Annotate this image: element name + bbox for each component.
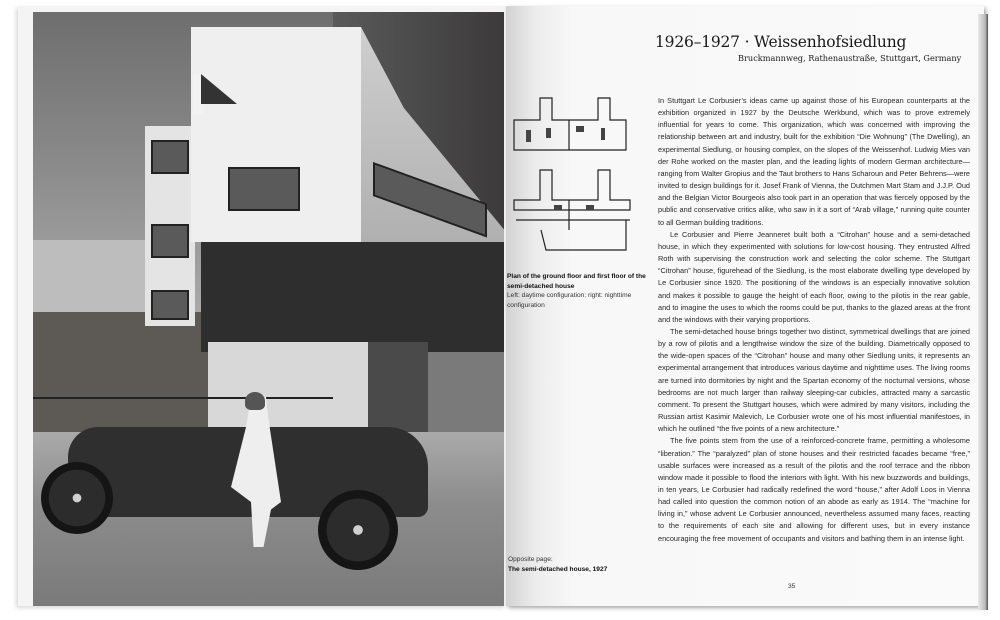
page-number: 35 — [788, 583, 796, 590]
opposite-page-caption — [508, 555, 648, 574]
car-front-wheel — [41, 462, 113, 534]
railing — [33, 397, 333, 399]
page-title — [655, 33, 906, 51]
location-subtitle: Bruckmannweg, Rathenaustraße, Stuttgart, Germany — [738, 53, 962, 63]
body-text — [658, 95, 970, 545]
base-wall — [208, 342, 368, 432]
opposite-label: Opposite page: — [508, 556, 553, 563]
semi-detached-house-photo — [33, 12, 504, 606]
window — [151, 140, 189, 174]
page-edge — [978, 14, 988, 610]
plan-caption-title: Plan of the ground floor and first floor of the semi-detached house — [507, 273, 646, 290]
base-wall-shadow — [368, 342, 428, 432]
car-rear-wheel — [318, 490, 398, 570]
title-years: 1926–1927 — [655, 33, 740, 51]
left-page — [18, 6, 506, 606]
cloche-hat — [245, 392, 265, 410]
floor-plan-drawing — [506, 90, 638, 255]
background-building — [33, 240, 148, 320]
paragraph: The semi-detached house brings together two distinct, symmetrical dwellings that are joined by a row of pilotis and a lengthwise window the size of the building. Diametrically opposed to the wide-open spaces of the “Citrohan” house and many other Siedlung units, it represents an experimental arrangement that introduces various daytime and nighttime uses. The living rooms are turned into dormitories by night and the Spartan economy of the nocturnal versions, whose bedrooms are not much larger than railway sleeping-car cubicles, attracted many a sarcastic comment. To present the Stuttgart houses, which were admired by many visitors, including the Russian artist Kasimir Malevich, Le Corbusier wrote one of his most influential manifestoes, in which he outlined “the five points of a new architecture.” — [658, 326, 970, 434]
paragraph: Le Corbusier and Pierre Jeanneret built both a “Citrohan” house and a semi-detached house, in which they experimented with solutions for low-cost housing. They entrusted Alfred Roth with supervising the construction work and selecting the color scheme. The Stuttgart “Citrohan” house, figurehead of the Siedlung, is the most elaborate dwelling type developed by Le Corbusier since 1920. The positioning of the windows is an especially innovative solution and makes it possible to gauge the height of each floor, owing to the pilotis in the rear gable, and to imagine the uses to which the rooms could be put, thanks to the glazed areas at the front and the windows with their varying proportions. — [658, 229, 970, 324]
paragraph: In Stuttgart Le Corbusier’s ideas came up against those of his European counterparts at the exhibition organized in 1927 by the Deutsche Werkbund, which was to prove extremely influential for years to come. This organization, which was concerned with improving the relationship between art and industry, built for the exhibition “Die Wohnung” (The Dwelling), an experimental Siedlung, or housing complex, on the slopes of the Weissenhof. Ludwig Mies van der Rohe worked on the master plan, and the leading lights of modern German architecture—ranging from Walter Gropius and the Taut brothers to Hans Scharoun and Peter Behrens—were invited to design buildings for it. Josef Frank of Vienna, the Dutchmen Mart Stam and J.J.P. Oud and the Belgian Victor Bourgeois also took part in an operation that was fiercely opposed by the public and conservative critics alike, who saw in it a sort of “Arab village,” running quite counter to all German building traditions. — [658, 96, 970, 227]
title-name: Weissenhofsiedlung — [754, 33, 907, 51]
window — [228, 167, 300, 211]
window — [151, 224, 189, 258]
plan-caption-text: Left: daytime configuration; right: nighttime configuration — [507, 292, 632, 309]
paragraph: The five points stem from the use of a reinforced-concrete frame, permitting a wholesome “liberation.” The “paralyzed” plan of stone houses and their restricted facades became “free,” usable surfaces were increased as a result of the pilotis and the roof terrace and the ribbon window made it possible to flood the interiors with light. With his new buzzwords and buildings, in ten years, Le Corbusier had radically redefined the word “house,” after Adolf Loos in Vienna had called into question the common notion of an abode as early as 1914. The “machine for living in,” whose advent Le Corbusier announced, nevertheless assumed many faces, reacting to the requirements of each site and allowing for different uses, but in every instance encouraging the free movement of occupants and visitors and bathing them in an intense light. — [658, 436, 970, 543]
title-separator: · — [744, 33, 750, 51]
plan-caption — [507, 272, 647, 310]
window — [151, 290, 189, 320]
pilotis-undercroft — [201, 242, 504, 352]
opposite-text: The semi-detached house, 1927 — [508, 565, 608, 573]
